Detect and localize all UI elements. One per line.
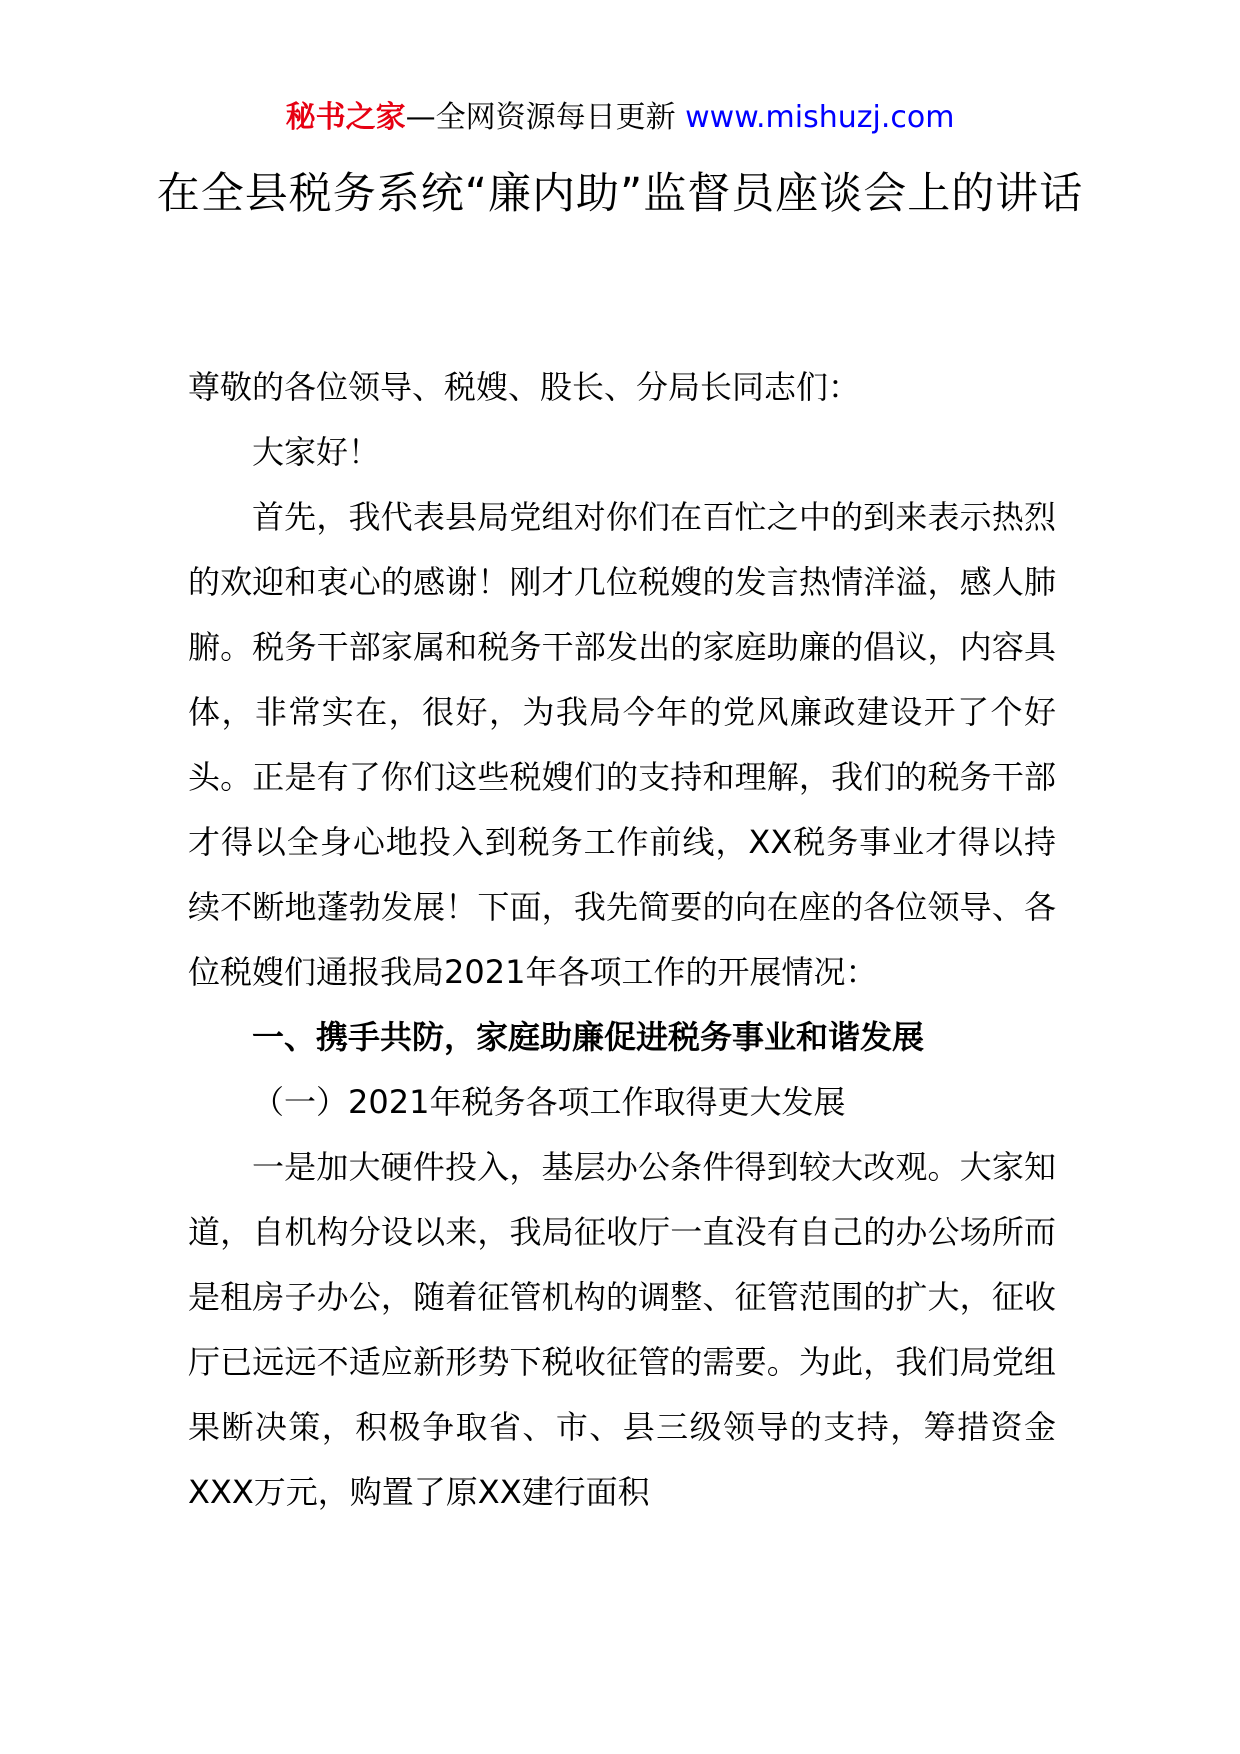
greeting: 大家好！: [252, 433, 381, 471]
page-header: [0, 98, 1240, 137]
brand-name: 秘书之家: [285, 100, 406, 135]
header-tagline: —全网资源每日更新: [405, 100, 676, 135]
paragraph: 一是加大硬件投入，基层办公条件得到较大改观。大家知道，自机构分设以来，我局征收厅一直没有自己的办公场所而是租房子办公，随着征管机构的调整、征管范围的扩大，征收厅已远远不适应新形势下税收征管的需要。为此，我们局党组果断决策，积极争取省、市、县三级领导的支持，筹措资金XXX万元，购置了原XX建行面积: [188, 1148, 1056, 1511]
subsection-heading: （一）2021年税务各项工作取得更大发展: [252, 1083, 846, 1121]
document-body: [188, 355, 1056, 1525]
section-heading: 一、携手共防，家庭助廉促进税务事业和谐发展: [252, 1018, 925, 1056]
website-link[interactable]: www.mishuzj.com: [685, 100, 955, 135]
salutation: 尊敬的各位领导、税嫂、股长、分局长同志们：: [188, 368, 861, 406]
paragraph: 首先，我代表县局党组对你们在百忙之中的到来表示热烈的欢迎和衷心的感谢！刚才几位税嫂的发言热情洋溢，感人肺腑。税务干部家属和税务干部发出的家庭助廉的倡议，内容具体，非常实在，很好，为我局今年的党风廉政建设开了个好头。正是有了你们这些税嫂们的支持和理解，我们的税务干部才得以全身心地投入到税务工作前线，XX税务事业才得以持续不断地蓬勃发展！下面，我先简要的向在座的各位领导、各位税嫂们通报我局2021年各项工作的开展情况：: [188, 498, 1056, 991]
document-title: 在全县税务系统“廉内助”监督员座谈会上的讲话: [156, 169, 1084, 219]
